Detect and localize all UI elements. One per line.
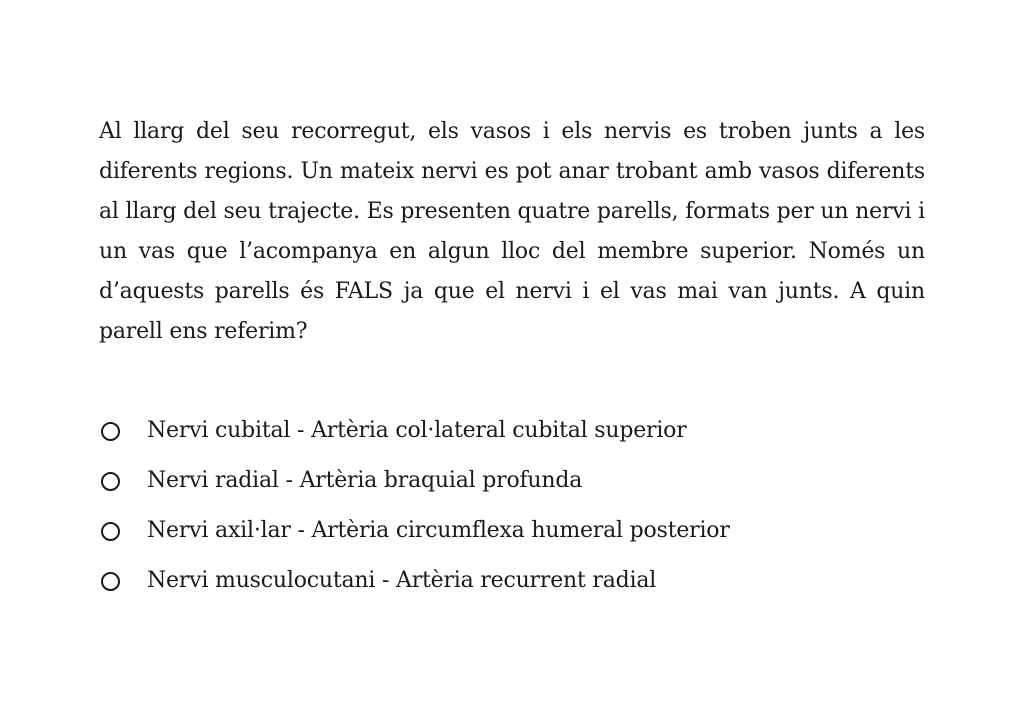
answer-option-label: Nervi cubital - Artèria col·lateral cubital superior (147, 418, 687, 443)
radio-button-icon[interactable] (101, 472, 120, 491)
answer-option-label: Nervi radial - Artèria braquial profunda (147, 468, 583, 493)
answer-options (99, 406, 925, 606)
answer-option-label: Nervi musculocutani - Artèria recurrent radial (147, 568, 657, 593)
answer-option-4[interactable] (99, 556, 925, 606)
question-text: Al llarg del seu recorregut, els vasos i els nervis es troben junts a les diferents regions. Un mateix nervi es pot anar trobant amb vasos diferents al llarg del seu trajecte. Es presenten quatre parells, formats per un nervi i un vas que l’acompanya en algun lloc del membre superior. Només un d’aquests parells és FALS ja que el nervi i el vas mai van junts. A quin parell ens referim? (99, 119, 925, 344)
answer-option-3[interactable] (99, 506, 925, 556)
answer-option-2[interactable] (99, 456, 925, 506)
radio-button-icon[interactable] (101, 422, 120, 441)
answer-option-1[interactable] (99, 406, 925, 456)
radio-button-icon[interactable] (101, 572, 120, 591)
radio-button-icon[interactable] (101, 522, 120, 541)
answer-option-label: Nervi axil·lar - Artèria circumflexa humeral posterior (147, 518, 730, 543)
